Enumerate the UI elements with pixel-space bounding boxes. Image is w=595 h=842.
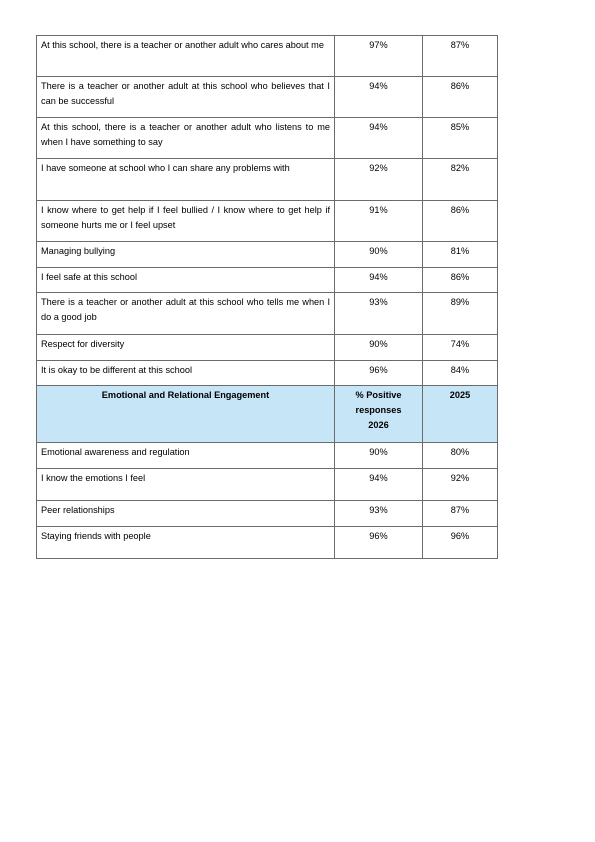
section-header-row <box>37 386 498 443</box>
pct-2025-cell: 96% <box>423 527 498 559</box>
pct-2025-cell: 92% <box>423 469 498 501</box>
table-row <box>37 527 498 559</box>
pct-2025-cell: 81% <box>423 242 498 268</box>
column-header-2026 <box>335 386 423 443</box>
pct-2026-cell: 93% <box>335 293 423 335</box>
pct-2026-cell: 96% <box>335 361 423 386</box>
pct-2026-cell: 94% <box>335 268 423 293</box>
section-title: Emotional and Relational Engagement <box>37 386 335 443</box>
table-row <box>37 77 498 118</box>
statement-cell: It is okay to be different at this school <box>37 361 335 386</box>
pct-2026-cell: 94% <box>335 118 423 159</box>
pct-2025-cell: 87% <box>423 36 498 77</box>
pct-2025-cell: 85% <box>423 118 498 159</box>
column-header-2026-line: responses <box>355 405 402 415</box>
table-row <box>37 268 498 293</box>
table-row <box>37 201 498 242</box>
pct-2025-cell: 87% <box>423 501 498 527</box>
table-row <box>37 36 498 77</box>
statement-cell: I feel safe at this school <box>37 268 335 293</box>
pct-2026-cell: 94% <box>335 77 423 118</box>
survey-results-table <box>36 35 498 559</box>
statement-cell: Managing bullying <box>37 242 335 268</box>
statement-cell: I know where to get help if I feel bullied / I know where to get help if someone hurts me or I feel upset <box>37 201 335 242</box>
statement-cell: There is a teacher or another adult at this school who tells me when I do a good job <box>37 293 335 335</box>
statement-cell: Staying friends with people <box>37 527 335 559</box>
pct-2025-cell: 74% <box>423 335 498 361</box>
table-row <box>37 361 498 386</box>
column-header-2026-line: % Positive <box>355 390 402 400</box>
statement-cell: Emotional awareness and regulation <box>37 443 335 469</box>
pct-2025-cell: 86% <box>423 201 498 242</box>
table-row <box>37 118 498 159</box>
statement-cell: Peer relationships <box>37 501 335 527</box>
pct-2025-cell: 86% <box>423 268 498 293</box>
statement-cell: There is a teacher or another adult at this school who believes that I can be successful <box>37 77 335 118</box>
table-row <box>37 242 498 268</box>
column-header-2025: 2025 <box>423 386 498 443</box>
pct-2025-cell: 80% <box>423 443 498 469</box>
table-row <box>37 159 498 201</box>
pct-2026-cell: 97% <box>335 36 423 77</box>
table-row <box>37 469 498 501</box>
table-row <box>37 443 498 469</box>
pct-2026-cell: 93% <box>335 501 423 527</box>
pct-2025-cell: 84% <box>423 361 498 386</box>
pct-2026-cell: 91% <box>335 201 423 242</box>
pct-2025-cell: 89% <box>423 293 498 335</box>
statement-cell: At this school, there is a teacher or another adult who listens to me when I have something to say <box>37 118 335 159</box>
pct-2026-cell: 92% <box>335 159 423 201</box>
pct-2026-cell: 96% <box>335 527 423 559</box>
statement-cell: Respect for diversity <box>37 335 335 361</box>
table-row <box>37 335 498 361</box>
pct-2026-cell: 94% <box>335 469 423 501</box>
table-row <box>37 501 498 527</box>
table-row <box>37 293 498 335</box>
pct-2025-cell: 82% <box>423 159 498 201</box>
column-header-2026-line: 2026 <box>368 420 389 430</box>
pct-2026-cell: 90% <box>335 242 423 268</box>
pct-2026-cell: 90% <box>335 443 423 469</box>
statement-cell: I know the emotions I feel <box>37 469 335 501</box>
pct-2025-cell: 86% <box>423 77 498 118</box>
pct-2026-cell: 90% <box>335 335 423 361</box>
statement-cell: I have someone at school who I can share any problems with <box>37 159 335 201</box>
statement-cell: At this school, there is a teacher or another adult who cares about me <box>37 36 335 77</box>
